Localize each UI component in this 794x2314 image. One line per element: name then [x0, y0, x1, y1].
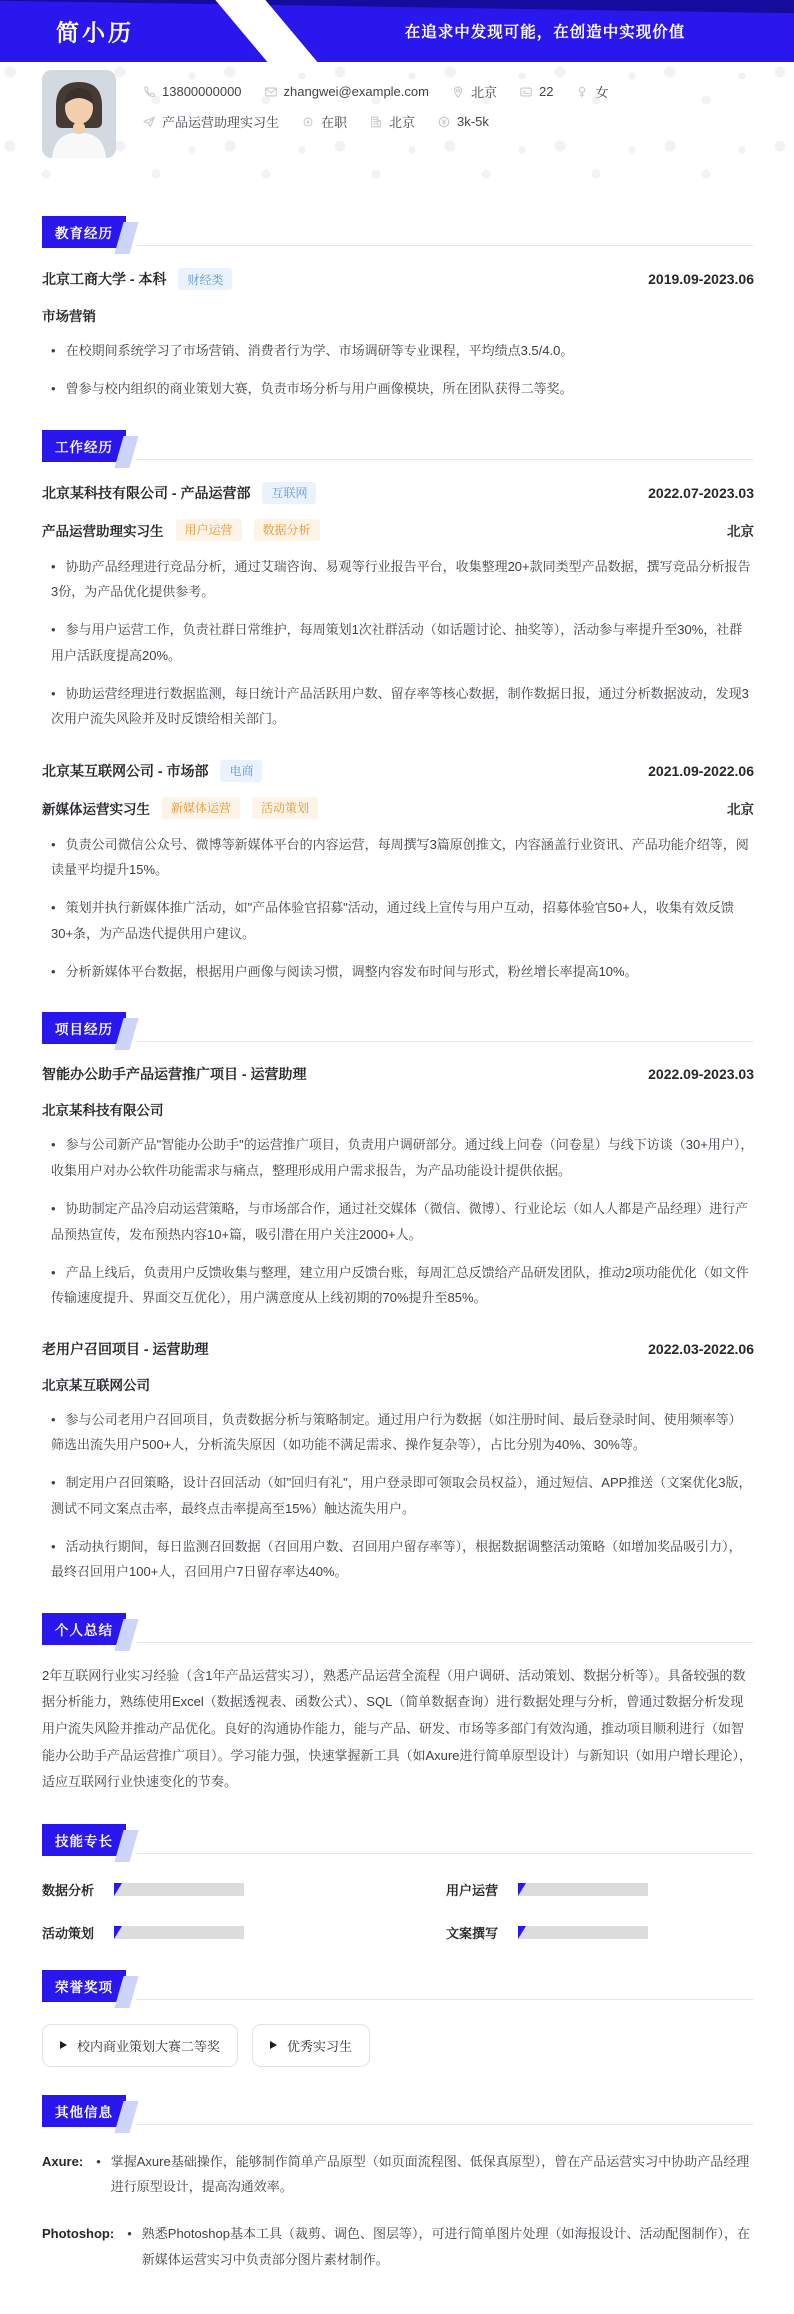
section-title-badge: 项目经历 — [42, 1012, 126, 1044]
honor-label: 优秀实习生 — [287, 2038, 353, 2054]
job-status-field: 在职 — [301, 112, 347, 131]
bullet-item: • 参与用户运营工作，负责社群日常维护，每周策划1次社群活动（如话题讨论、抽奖等），活动参与率提升至30%，社群用户活跃度提高20%。 — [42, 617, 754, 668]
skill-label: 文案撰写 — [446, 1925, 499, 1941]
bullet-item: • 负责公司微信公众号、微博等新媒体平台的内容运营，每周撰写3篇原创推文，内容涵盖行业资讯、产品功能介绍等，阅读量平均提升15%。 — [42, 832, 754, 883]
section-divider — [136, 2124, 754, 2125]
project-title: 智能办公助手产品运营推广项目 - 运营助理 — [42, 1066, 307, 1083]
salary-field: 3k-5k — [437, 114, 489, 129]
play-icon — [60, 2041, 67, 2049]
skills-section — [42, 1824, 754, 1942]
bullet-item: • 策划并执行新媒体推广活动，如"产品体验官招募"活动，通过线上宣传与用户互动，招募体验官50+人，收集有效反馈30+条，为产品迭代提供用户建议。 — [42, 895, 754, 946]
bullet-item: • 参与公司老用户召回项目，负责数据分析与策略制定。通过用户行为数据（如注册时间、最后登录时间、使用频率等）筛选出流失用户500+人，分析流失原因（如功能不满足需求、操作复杂等），占比分别为40%、30%等。 — [42, 1407, 754, 1458]
project-title: 老用户召回项目 - 运营助理 — [42, 1340, 209, 1357]
work-location: 北京 — [727, 801, 754, 817]
section-title-badge: 工作经历 — [42, 430, 126, 462]
skill-bar — [518, 1883, 648, 1896]
play-icon — [270, 2041, 277, 2049]
intent-row — [142, 112, 630, 131]
section-header — [42, 1970, 754, 2002]
role-title: 新媒体运营实习生 — [42, 801, 150, 817]
bullet-marker: • — [127, 2226, 132, 2242]
skill-row — [446, 1880, 754, 1899]
project-company: 北京某互联网公司 — [42, 1377, 150, 1393]
bullet-item: • 分析新媒体平台数据，根据用户画像与阅读习惯，调整内容发布时间与形式，粉丝增长率提高10%。 — [42, 959, 754, 984]
section-header — [42, 216, 754, 248]
gender-field: 女 — [575, 82, 608, 101]
honor-chip[interactable] — [252, 2024, 370, 2067]
contact-row — [142, 82, 630, 101]
profile-section — [0, 62, 794, 188]
salary-icon — [437, 115, 451, 129]
avatar — [42, 70, 116, 158]
role-tag: 活动策划 — [252, 797, 318, 819]
summary-text: 2年互联网行业实习经验（含1年产品运营实习），熟悉产品运营全流程（用户调研、活动策划、数据分析等）。具备较强的数据分析能力，熟练使用Excel（数据透视表、函数公式）、SQL（简单数据查询）进行数据处理与分析，曾通过数据分析发现用户流失风险并推动产品优化。良好的沟通协作能力，能与产品、研发、市场等多部门有效沟通，推动项目顺利进行（如智能办公助手产品运营推广项目）。学习能力强，快速掌握新工具（如Axure进行简单原型设计）与新知识（如用户增长理论），适应互联网行业快速变化的节奏。 — [42, 1667, 752, 1790]
section-divider — [136, 1642, 754, 1643]
honor-label: 校内商业策划大赛二等奖 — [77, 2038, 221, 2054]
skill-bar — [114, 1926, 244, 1939]
status-icon — [301, 115, 315, 129]
role-tag: 新媒体运营 — [162, 797, 240, 819]
bullet-item: • 制定用户召回策略，设计召回活动（如"回归有礼"，用户登录即可领取会员权益），通过短信、APP推送（文案优化3版，测试不同文案点击率，最终点击率提高至15%）触达流失用户。 — [42, 1470, 754, 1521]
section-title-badge: 其他信息 — [42, 2095, 126, 2127]
education-entry — [42, 268, 754, 402]
work-date: 2022.07-2023.03 — [648, 484, 754, 501]
section-header — [42, 1012, 754, 1044]
other-item — [42, 2149, 754, 2200]
bullet-marker: • — [96, 2153, 101, 2169]
section-title-badge: 荣誉奖项 — [42, 1970, 126, 2002]
bullet-item: • 协助产品经理进行竞品分析，通过艾瑞咨询、易观等行业报告平台，收集整理20+款同类型产品数据，撰写竞品分析报告3份，为产品优化提供参考。 — [42, 554, 754, 605]
role-tag: 数据分析 — [254, 519, 320, 541]
bullet-item: • 参与公司新产品"智能办公助手"的运营推广项目，负责用户调研部分。通过线上问卷（问卷星）与线下访谈（30+用户），收集用户对办公软件功能需求与痛点，整理形成用户需求报告，为产品功能设计提供依据。 — [42, 1132, 754, 1183]
gender-icon — [575, 85, 589, 99]
other-item-label: Photoshop: — [42, 2226, 115, 2242]
bullet-item: • 活动执行期间，每日监测召回数据（召回用户数、召回用户留存率等），根据数据调整活动策略（如增加奖品吸引力），最终召回用户100+人，召回用户7日留存率达40%。 — [42, 1534, 754, 1585]
job-intent-field: 产品运营助理实习生 — [142, 112, 279, 131]
education-tag: 财经类 — [178, 268, 232, 290]
industry-tag: 电商 — [220, 760, 262, 782]
major: 市场营销 — [42, 309, 96, 324]
section-divider — [136, 245, 754, 246]
mail-icon — [264, 85, 278, 99]
bullet-item: • 曾参与校内组织的商业策划大赛，负责市场分析与用户画像模块，所在团队获得二等奖。 — [42, 376, 754, 401]
skill-bar — [114, 1883, 244, 1896]
profile-info — [142, 70, 630, 131]
building-icon — [369, 115, 383, 129]
phone-icon — [142, 85, 156, 99]
skill-label: 活动策划 — [42, 1925, 95, 1941]
honor-chip[interactable] — [42, 2024, 238, 2067]
role-tag: 用户运营 — [176, 519, 242, 541]
bullet-item: • 协助制定产品冷启动运营策略，与市场部合作，通过社交媒体（微信、微博）、行业论坛（如人人都是产品经理）进行产品预热宣传，发布预热内容10+篇，吸引潜在用户关注2000+人。 — [42, 1196, 754, 1247]
top-banner — [0, 0, 794, 62]
section-divider — [136, 459, 754, 460]
banner-slogan: 在追求中发现可能，在创造中实现价值 — [404, 24, 686, 41]
paper-plane-icon — [142, 115, 156, 129]
other-info-section — [42, 2095, 754, 2272]
email-field: zhangwei@example.com — [264, 84, 429, 99]
project-entry — [42, 1339, 754, 1585]
other-item — [42, 2221, 754, 2272]
project-entry — [42, 1064, 754, 1310]
section-header — [42, 2095, 754, 2127]
project-date: 2022.03-2022.06 — [648, 1340, 754, 1357]
work-entry — [42, 760, 754, 985]
summary-section — [42, 1613, 754, 1796]
skill-bar — [518, 1926, 648, 1939]
project-company: 北京某科技有限公司 — [42, 1103, 164, 1119]
work-date: 2021.09-2022.06 — [648, 762, 754, 779]
phone-field: 13800000000 — [142, 84, 242, 99]
other-item-text: 熟悉Photoshop基本工具（裁剪、调色、图层等），可进行简单图片处理（如海报设计、活动配图制作），在新媒体运营实习中负责部分图片素材制作。 — [141, 2226, 750, 2267]
work-entry — [42, 482, 754, 732]
section-header — [42, 430, 754, 462]
section-header — [42, 1824, 754, 1856]
bottom-padding — [0, 2272, 794, 2314]
section-header — [42, 1613, 754, 1645]
bullet-item: • 在校期间系统学习了市场营销、消费者行为学、市场调研等专业课程，平均绩点3.5/4.0。 — [42, 338, 754, 363]
skill-label: 数据分析 — [42, 1882, 95, 1898]
school-name: 北京工商大学 - 本科 — [42, 271, 167, 287]
industry-tag: 互联网 — [262, 482, 316, 504]
bullet-item: • 产品上线后，负责用户反馈收集与整理，建立用户反馈台账，每周汇总反馈给产品研发团队，推动2项功能优化（如文件传输速度提升、界面交互优化），用户满意度从上线初期的70%提升至85%。 — [42, 1260, 754, 1311]
work-location: 北京 — [727, 523, 754, 539]
education-date: 2019.09-2023.06 — [648, 271, 754, 287]
project-date: 2022.09-2023.03 — [648, 1066, 754, 1083]
skill-row — [446, 1923, 754, 1942]
banner-white-slash — [212, 0, 322, 62]
work-section — [42, 430, 754, 985]
section-divider — [136, 1853, 754, 1854]
company-name: 北京某互联网公司 - 市场部 — [42, 762, 209, 779]
section-title-badge: 个人总结 — [42, 1613, 126, 1645]
skill-label: 用户运营 — [446, 1882, 499, 1898]
other-item-label: Axure: — [42, 2153, 84, 2169]
banner-dark-stripe — [0, 0, 794, 14]
skill-row — [42, 1923, 350, 1942]
section-divider — [136, 1999, 754, 2000]
age-field: 22 — [519, 84, 553, 99]
location-icon — [451, 85, 465, 99]
skill-row — [42, 1880, 350, 1899]
section-title-badge: 技能专长 — [42, 1824, 126, 1856]
projects-section — [42, 1012, 754, 1584]
city-field: 北京 — [451, 82, 497, 101]
role-title: 产品运营助理实习生 — [42, 523, 164, 539]
section-divider — [136, 1041, 754, 1042]
education-section — [42, 216, 754, 402]
section-title-badge: 教育经历 — [42, 216, 126, 248]
intent-city-field: 北京 — [369, 112, 415, 131]
bullet-item: • 协助运营经理进行数据监测，每日统计产品活跃用户数、留存率等核心数据，制作数据日报，通过分析数据波动，发现3次用户流失风险并及时反馈给相关部门。 — [42, 681, 754, 732]
company-name: 北京某科技有限公司 - 产品运营部 — [42, 484, 251, 501]
other-item-text: 掌握Axure基础操作，能够制作简单产品原型（如页面流程图、低保真原型），曾在产品运营实习中协助产品经理进行原型设计，提高沟通效率。 — [110, 2153, 750, 2195]
app-logo: 简小历 — [56, 19, 134, 46]
honors-section — [42, 1970, 754, 2067]
id-card-icon — [519, 85, 533, 99]
